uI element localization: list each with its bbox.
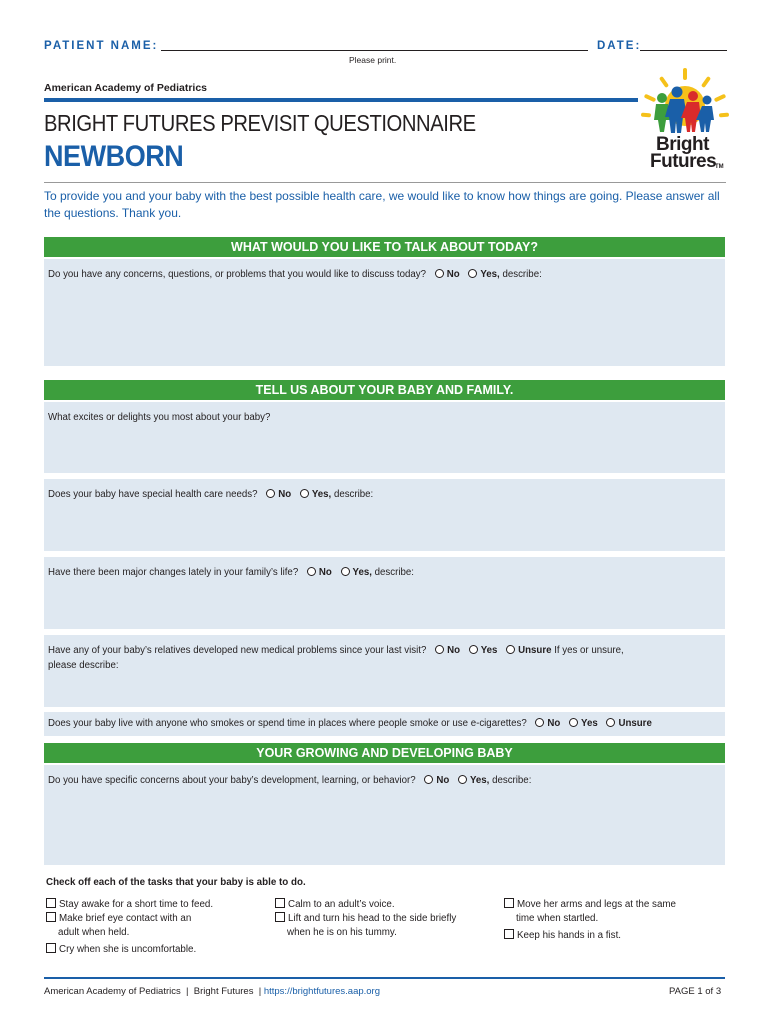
page-title: BRIGHT FUTURES PREVISIT QUESTIONNAIRE — [44, 110, 476, 136]
tasks-heading: Check off each of the tasks that your baby is able to do. — [46, 877, 306, 888]
no-label: No — [547, 718, 561, 729]
task-label: Stay awake for a short time to feed. — [59, 899, 214, 910]
if-yes-label: If yes or unsure, — [554, 645, 624, 656]
task-item[interactable] — [46, 943, 266, 957]
no-radio[interactable] — [435, 269, 444, 278]
tasks-column-3 — [504, 898, 724, 943]
date-field[interactable] — [640, 36, 727, 51]
task-label: Make brief eye contact with an — [59, 913, 192, 924]
task-item[interactable] — [275, 898, 495, 912]
yes-label: Yes, — [352, 567, 372, 578]
yes-label: Yes, — [480, 269, 500, 280]
no-label: No — [436, 775, 450, 786]
checkbox[interactable] — [46, 912, 56, 922]
task-item[interactable] — [46, 898, 266, 912]
no-radio[interactable] — [435, 645, 444, 654]
task-label-continued: when he is on his tummy. — [287, 927, 397, 938]
family-changes-question: Have there been major changes lately in your family’s life? — [48, 567, 299, 578]
describe-label: describe: — [502, 269, 542, 280]
checkbox[interactable] — [275, 898, 285, 908]
family-changes-question-box[interactable] — [44, 557, 725, 629]
checkbox[interactable] — [504, 898, 514, 908]
logo-tm: TM — [715, 164, 724, 170]
no-radio[interactable] — [307, 567, 316, 576]
special-needs-question-box[interactable] — [44, 479, 725, 551]
section-heading-growing: YOUR GROWING AND DEVELOPING BABY — [44, 743, 725, 763]
page-number: PAGE 1 of 3 — [669, 986, 722, 997]
development-question: Do you have specific concerns about your baby’s development, learning, or behavior? — [48, 775, 416, 786]
task-label: Cry when she is uncomfortable. — [59, 944, 197, 955]
task-item[interactable] — [504, 929, 724, 943]
logo-text-line2: Futures — [650, 151, 717, 172]
sun-figures-icon — [640, 66, 730, 138]
footer-rule — [44, 977, 725, 979]
describe-label: describe: — [374, 567, 414, 578]
checkbox[interactable] — [275, 912, 285, 922]
bright-futures-logo — [640, 66, 730, 174]
yes-radio[interactable] — [341, 567, 350, 576]
task-label-continued: time when startled. — [516, 913, 599, 924]
footer-left — [44, 986, 380, 997]
relatives-question: Have any of your baby’s relatives developed new medical problems since your last visit? — [48, 645, 427, 656]
task-item[interactable] — [504, 898, 724, 912]
footer-link[interactable]: https://brightfutures.aap.org — [263, 986, 381, 997]
date-label: DATE: — [597, 40, 642, 52]
org-name: American Academy of Pediatrics — [44, 82, 208, 94]
tasks-column-2 — [275, 898, 495, 940]
task-item[interactable] — [46, 912, 266, 926]
talk-question: Do you have any concerns, questions, or problems that you would like to discuss today? — [48, 269, 427, 280]
checkbox[interactable] — [46, 943, 56, 953]
patient-name-field[interactable] — [161, 36, 588, 51]
unsure-label: Unsure — [618, 718, 652, 729]
talk-question-box[interactable] — [44, 259, 725, 366]
title-rule — [44, 182, 726, 183]
yes-label: Yes — [480, 645, 498, 656]
delights-question: What excites or delights you most about your baby? — [48, 412, 271, 423]
yes-radio[interactable] — [468, 269, 477, 278]
no-radio[interactable] — [424, 775, 433, 784]
no-label: No — [278, 489, 292, 500]
smoke-question-box[interactable] — [44, 712, 725, 736]
development-question-box[interactable] — [44, 765, 725, 865]
yes-label: Yes, — [469, 775, 490, 786]
describe-label: describe: — [492, 775, 532, 786]
yes-radio[interactable] — [458, 775, 467, 784]
please-describe-label: please describe: — [48, 660, 119, 671]
task-item[interactable] — [275, 912, 495, 926]
task-label: Move her arms and legs at the same — [517, 899, 677, 910]
delights-question-box[interactable] — [44, 402, 725, 473]
yes-label: Yes, — [311, 489, 332, 500]
tasks-column-1 — [46, 898, 266, 957]
relatives-question-box[interactable] — [44, 635, 725, 707]
task-label: Lift and turn his head to the side briefly — [288, 913, 457, 924]
task-label: Keep his hands in a fist. — [517, 930, 622, 941]
footer-org-text: American Academy of Pediatrics | Bright Futures | — [44, 986, 262, 997]
no-radio[interactable] — [266, 489, 275, 498]
header-rule — [44, 98, 638, 102]
no-radio[interactable] — [535, 718, 544, 727]
smoke-question: Does your baby live with anyone who smokes or spend time in places where people smoke or use e-cigarettes? — [48, 718, 527, 729]
unsure-radio[interactable] — [506, 645, 515, 654]
checkbox[interactable] — [504, 929, 514, 939]
checkbox[interactable] — [46, 898, 56, 908]
task-label: Calm to an adult’s voice. — [288, 899, 395, 910]
yes-radio[interactable] — [569, 718, 578, 727]
intro-text: To provide you and your baby with the best possible health care, we would like to know how things are going. Please answer all the questions. Thank you. — [44, 189, 720, 220]
unsure-label: Unsure — [518, 645, 552, 656]
page-subtitle: NEWBORN — [44, 140, 184, 173]
section-heading-talk: WHAT WOULD YOU LIKE TO TALK ABOUT TODAY? — [44, 237, 725, 257]
unsure-radio[interactable] — [606, 718, 615, 727]
patient-name-label: PATIENT NAME: — [44, 40, 159, 52]
task-label-continued: adult when held. — [58, 927, 130, 938]
no-label: No — [446, 269, 460, 280]
no-label: No — [447, 645, 460, 656]
yes-radio[interactable] — [469, 645, 478, 654]
no-label: No — [318, 567, 332, 578]
special-needs-question: Does your baby have special health care needs? — [48, 489, 258, 500]
yes-label: Yes — [581, 718, 598, 729]
logo-text-line1: Bright — [656, 134, 709, 155]
yes-radio[interactable] — [300, 489, 309, 498]
describe-label: describe: — [333, 489, 374, 500]
section-heading-family: TELL US ABOUT YOUR BABY AND FAMILY. — [44, 380, 725, 400]
please-print-note: Please print. — [349, 55, 397, 65]
